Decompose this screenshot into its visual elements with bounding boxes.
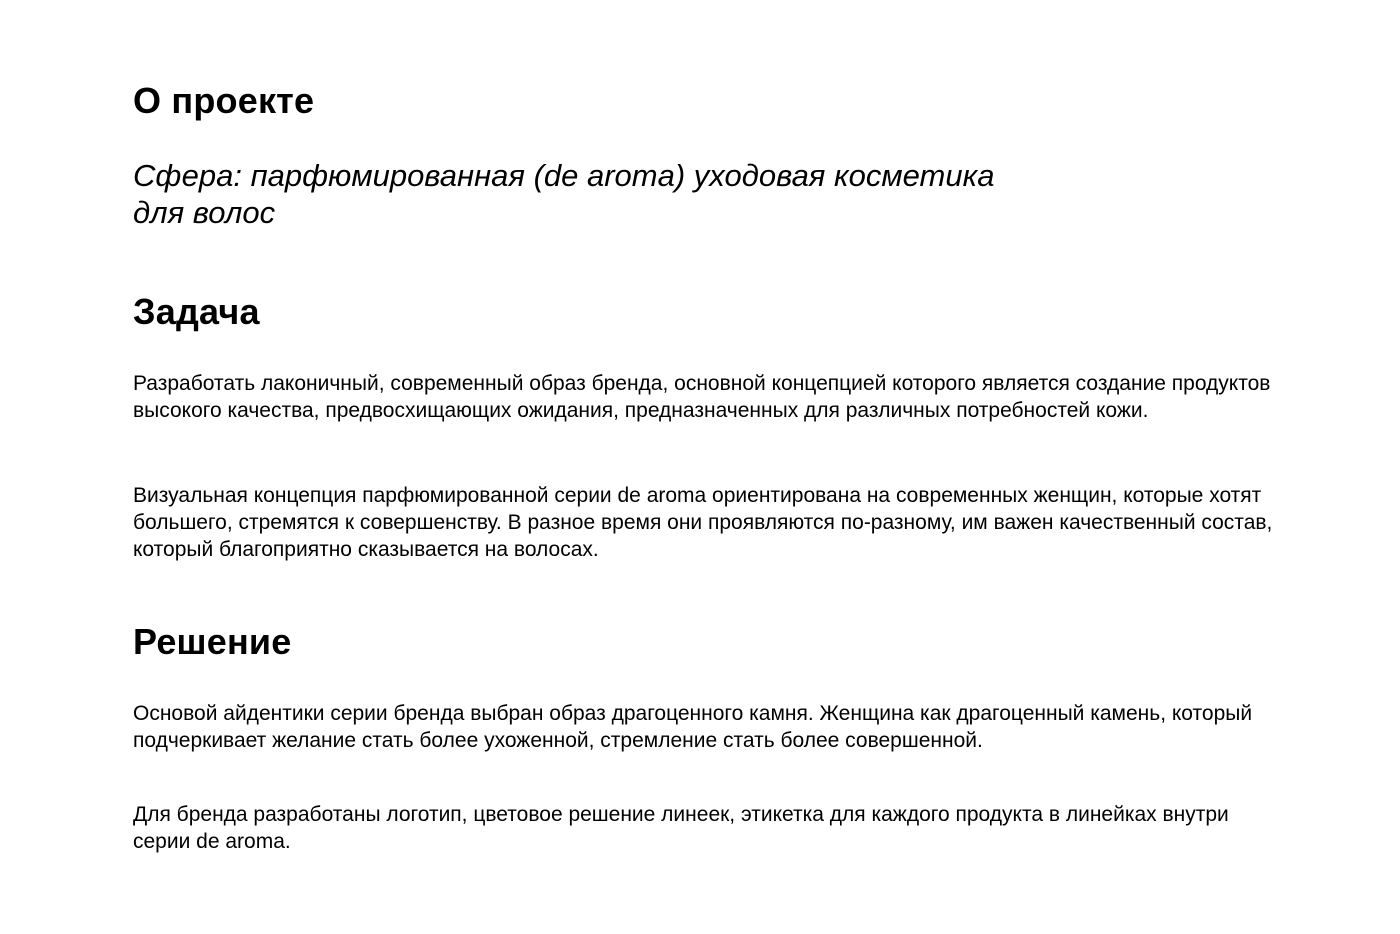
task-heading: Задача [133,291,260,332]
sphere-text [133,157,1113,231]
sphere-line-1: Сфера: парфюмированная (de aroma) уходовая косметика [133,158,995,193]
about-heading: О проекте [133,80,315,121]
task-paragraph-1: Разработать лаконичный, современный образ бренда, основной концепцией которого является создание продуктов высокого качества, предвосхищающих ожидания, предназначенных для различных потребностей кожи. [133,372,1271,422]
solution-paragraph-2: Для бренда разработаны логотип, цветовое решение линеек, этикетка для каждого продукта в линейках внутри серии de aroma. [133,803,1229,853]
task-paragraph-2: Визуальная концепция парфюмированной серии de aroma ориентирована на современных женщин, которые хотят большего, стремятся к совершенству. В разное время они проявляются по-разному, им важен качественный состав, который благоприятно сказывается на волосах. [133,484,1273,561]
solution-heading: Решение [133,621,292,662]
sphere-line-2: для волос [133,195,276,230]
solution-paragraph-1: Основой айдентики серии бренда выбран образ драгоценного камня. Женщина как драгоценный камень, который подчеркивает желание стать более ухоженной, стремление стать более совершенной. [133,702,1253,752]
